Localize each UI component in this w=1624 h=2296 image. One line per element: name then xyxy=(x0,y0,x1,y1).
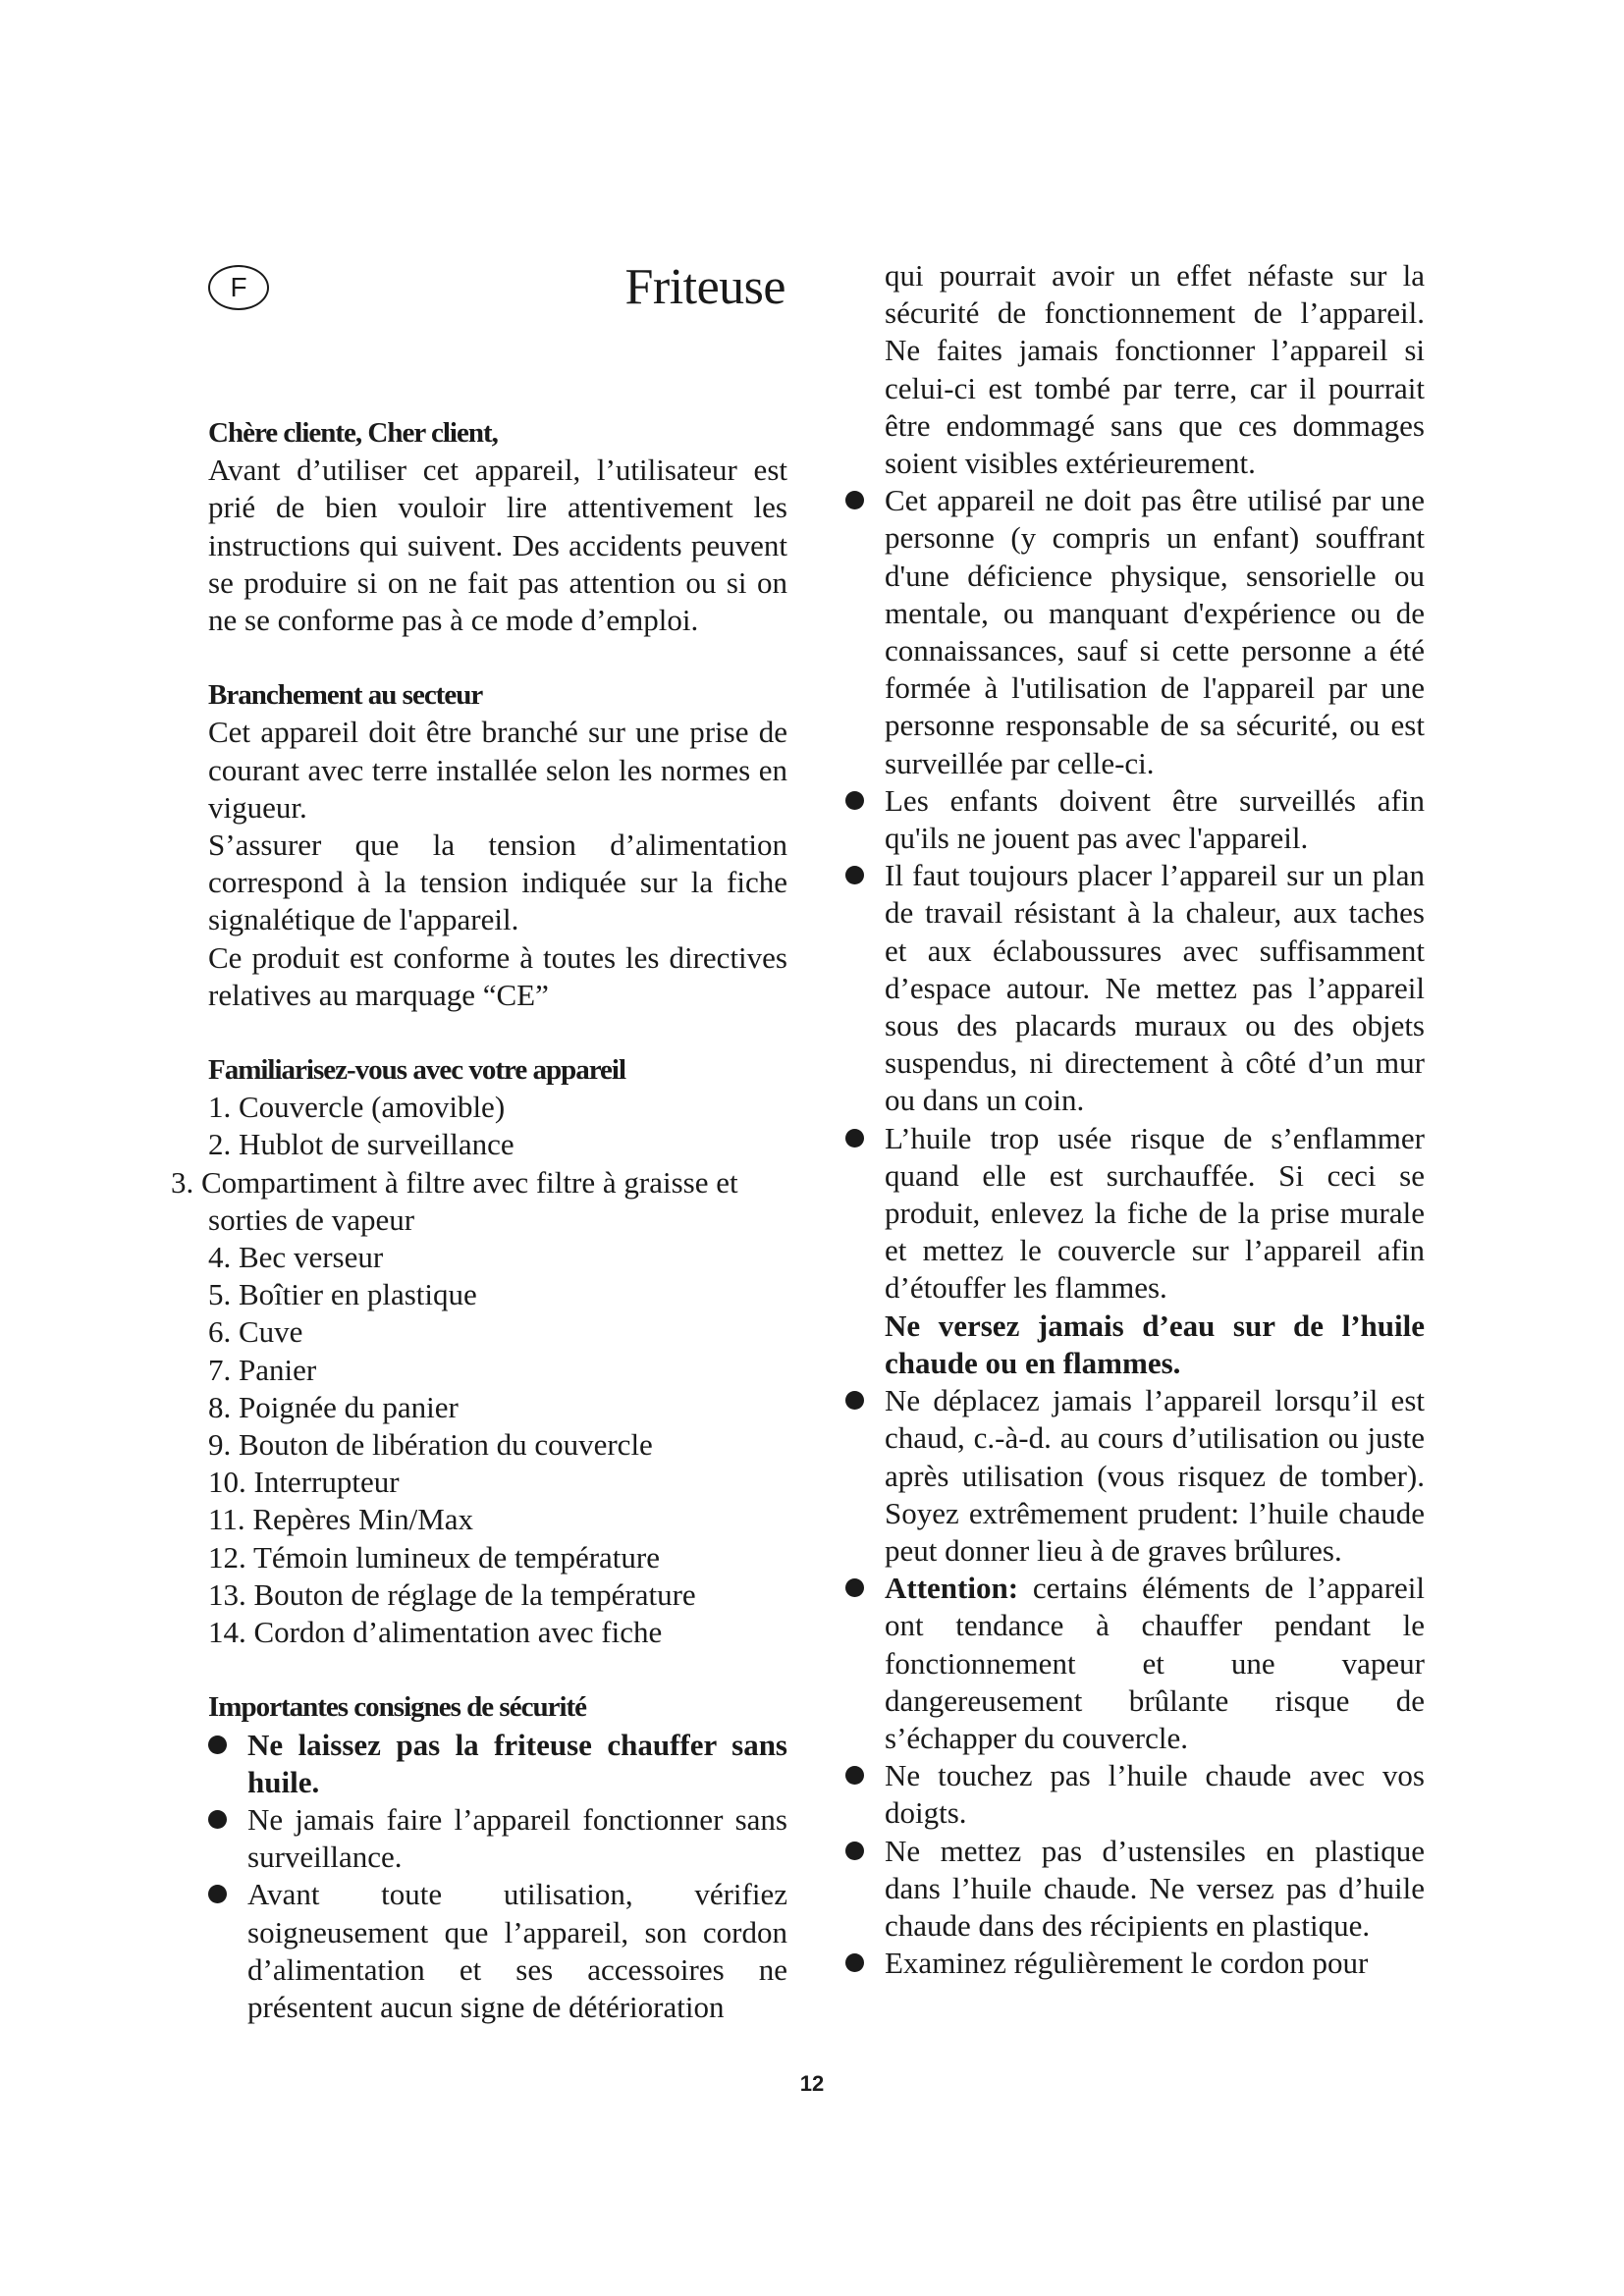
safety-bullet-5 xyxy=(845,782,1425,857)
list-item: 2. Hublot de surveillance xyxy=(208,1127,514,1162)
safety-bullet-9 xyxy=(845,1570,1425,1757)
bullet-icon xyxy=(845,1766,864,1785)
left-column xyxy=(171,414,787,2026)
bullet-icon xyxy=(845,1953,864,1972)
mains-para-2: S’assurer que la tension d’alimentation correspond à la tension indiquée sur la fiche signalétique de l'appareil. xyxy=(208,828,787,937)
bullet-text: Ne déplacez jamais l’appareil lorsqu’il est chaud, c.-à-d. au cours d’utilisation ou juste après utilisation (vous risquez de tomber). Soyez extrêmement prudent: l’huile chaude peut donner lieu à de graves brûlures. xyxy=(885,1383,1425,1568)
list-item: 12. Témoin lumineux de température xyxy=(208,1539,660,1575)
safety-bullet-10 xyxy=(845,1757,1425,1832)
bullet-icon xyxy=(845,1842,864,1860)
list-item: 14. Cordon d’alimentation avec fiche xyxy=(208,1615,663,1650)
bullet-text: L’huile trop usée risque de s’enflammer quand elle est surchauffée. Si ceci se produit, enlevez la fiche de la prise murale et mettez le couvercle sur l’appareil afin d’étouffer les flammes. xyxy=(885,1120,1425,1306)
bullet-text: certains éléments de l’appareil ont tendance à chauffer pendant le fonctionnement et une vapeur dangereusement brûlante risque de s’échapper du couvercle. xyxy=(885,1571,1426,1755)
bullet-text: Il faut toujours placer l’appareil sur un plan de travail résistant à la chaleur, aux taches et aux éclaboussures avec suffisamment d’espace autour. Ne mettez pas l’appareil sous des placards muraux ou des objets suspendus, ni directement à côté d’un mur ou dans un coin. xyxy=(885,858,1425,1118)
bullet-warning: Ne versez jamais d’eau sur de l’huile chaude ou en flammes. xyxy=(885,1308,1425,1380)
bullet-icon xyxy=(208,1735,227,1754)
bullet-icon xyxy=(208,1885,227,1903)
list-item: 4. Bec verseur xyxy=(208,1240,384,1275)
bullet-text: Avant toute utilisation, vérifiez soigneusement que l’appareil, son cordon d’alimentation et ses accessoires ne présentent aucun signe de détérioration xyxy=(247,1877,787,2024)
features-list xyxy=(171,1089,787,1651)
list-item: 3. Compartiment à filtre avec filtre à graisse et sorties de vapeur xyxy=(171,1164,738,1237)
language-badge: F xyxy=(208,265,269,310)
list-item: 1. Couvercle (amovible) xyxy=(208,1090,506,1125)
bullet-text: Les enfants doivent être surveillés afin qu'ils ne jouent pas avec l'appareil. xyxy=(885,782,1425,856)
bullet-icon xyxy=(845,791,864,810)
list-item: 11. Repères Min/Max xyxy=(208,1502,474,1537)
list-item: 8. Poignée du panier xyxy=(208,1389,459,1424)
safety-bullet-1 xyxy=(208,1727,787,1801)
bullet-text: Ne touchez pas l’huile chaude avec vos doigts. xyxy=(885,1758,1425,1831)
bullet-icon xyxy=(845,1391,864,1410)
safety-bullet-3 xyxy=(208,1876,787,2026)
bullet-icon xyxy=(845,491,864,509)
mains-para-3: Ce produit est conforme à toutes les directives relatives au marquage “CE” xyxy=(208,939,787,1012)
bullet-text: Cet appareil ne doit pas être utilisé par une personne (y compris un enfant) souffrant d'une déficience physique, sensorielle ou mentale, ou manquant d'expérience ou de connaissances, sauf si cette personne a été formée à l'utilisation de l'appareil par une personne responsable de sa sécurité, ou est surveillée par celle-ci. xyxy=(885,483,1425,780)
page-number: 12 xyxy=(799,2071,825,2096)
safety-bullet-8 xyxy=(845,1382,1425,1570)
safety-bullet-4 xyxy=(845,482,1425,782)
bullet-text: Examinez régulièrement le cordon pour xyxy=(885,1946,1369,1981)
bullet-icon xyxy=(845,1129,864,1148)
safety-bullet-3-continued: qui pourrait avoir un effet néfaste sur la sécurité de fonctionnement de l’appareil. Ne faites jamais fonctionner l’appareil si celui-ci est tombé par terre, car il pourrait être endommagé sans que ces dommages soient visibles extérieurement. xyxy=(885,258,1425,481)
list-item: 9. Bouton de libération du couvercle xyxy=(208,1427,653,1463)
mains-heading: Branchement au secteur xyxy=(208,679,483,712)
bullet-icon xyxy=(208,1810,227,1829)
bullet-icon xyxy=(845,1578,864,1597)
greeting-text: Avant d’utiliser cet appareil, l’utilisateur est prié de bien vouloir lire attentivement les instructions qui suivent. Des accidents peuvent se produire si on ne fait pas attention ou si on ne se conforme pas à ce mode d’emploi. xyxy=(208,453,787,638)
list-item: 7. Panier xyxy=(208,1352,317,1387)
safety-bullet-6 xyxy=(845,857,1425,1119)
list-item: 10. Interrupteur xyxy=(208,1465,400,1500)
mains-para-1: Cet appareil doit être branché sur une prise de courant avec terre installée selon les normes en vigueur. xyxy=(208,715,787,825)
safety-heading: Importantes consignes de sécurité xyxy=(208,1691,587,1724)
bullet-text: Ne jamais faire l’appareil fonctionner sans surveillance. xyxy=(247,1801,787,1875)
list-item: 6. Cuve xyxy=(208,1314,303,1350)
bullet-text: Ne mettez pas d’ustensiles en plastique dans l’huile chaude. Ne versez pas d’huile chaude dans des récipients en plastique. xyxy=(885,1833,1425,1943)
safety-bullet-11 xyxy=(845,1833,1425,1946)
list-item: 13. Bouton de réglage de la température xyxy=(208,1576,696,1612)
greeting-heading: Chère cliente, Cher client, xyxy=(208,417,498,449)
features-heading: Familiarisez-vous avec votre appareil xyxy=(208,1054,626,1087)
safety-bullet-12 xyxy=(845,1945,1425,1982)
attention-label: Attention: xyxy=(885,1571,1019,1606)
right-column xyxy=(845,257,1425,1982)
safety-bullet-2 xyxy=(208,1801,787,1876)
page-title: Friteuse xyxy=(624,259,785,315)
bullet-icon xyxy=(845,866,864,884)
safety-bullet-7 xyxy=(845,1120,1425,1382)
list-item: 5. Boîtier en plastique xyxy=(208,1277,477,1312)
bullet-text: Ne laissez pas la friteuse chauffer sans huile. xyxy=(247,1727,787,1799)
